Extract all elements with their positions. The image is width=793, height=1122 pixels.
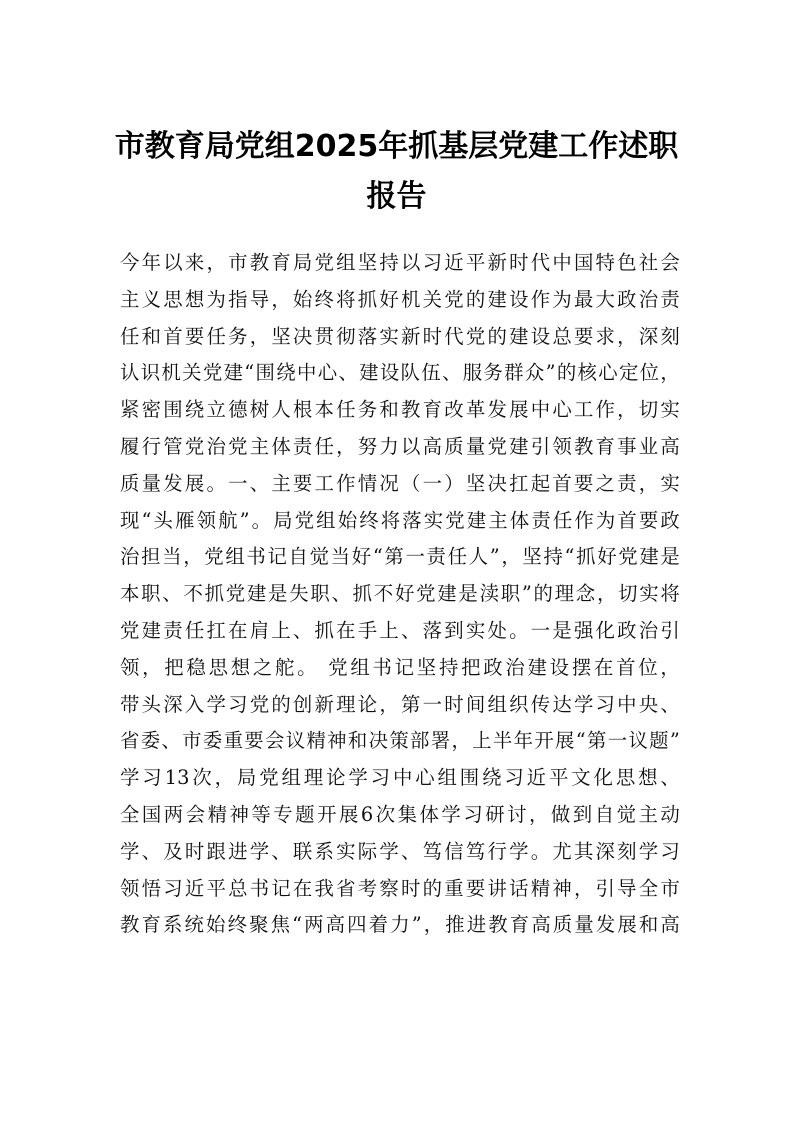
body-line: 质量发展。一、主要工作情况（一）坚决扛起首要之责，实 xyxy=(120,471,680,495)
body-line: 治担当，党组书记自觉当好“第一责任人”，坚持“抓好党建是 xyxy=(120,545,680,569)
body-line: 履行管党治党主体责任，努力以高质量党建引领教育事业高 xyxy=(120,434,680,458)
body-line: 领，把稳思想之舵。 党组书记坚持把政治建设摆在首位， xyxy=(120,655,680,679)
body-line: 党建责任扛在肩上、抓在手上、落到实处。一是强化政治引 xyxy=(120,618,680,642)
body-line: 学习13次，局党组理论学习中心组围绕习近平文化思想、 xyxy=(120,766,680,790)
body-line: 本职、不抓党建是失职、抓不好党建是渎职”的理念，切实将 xyxy=(120,582,680,606)
body-line: 任和首要任务，坚决贯彻落实新时代党的建设总要求，深刻 xyxy=(120,324,680,348)
title-line: 报告 xyxy=(366,179,427,214)
document-title xyxy=(100,122,693,222)
body-line: 全国两会精神等专题开展6次集体学习研讨，做到自觉主动 xyxy=(120,802,680,826)
body-line: 领悟习近平总书记在我省考察时的重要讲话精神，引导全市 xyxy=(120,876,680,900)
body-line: 省委、市委重要会议精神和决策部署，上半年开展“第一议题” xyxy=(120,729,680,753)
body-line: 紧密围绕立德树人根本任务和教育改革发展中心工作，切实 xyxy=(120,398,680,422)
document-body xyxy=(120,245,680,944)
body-line: 学、及时跟进学、联系实际学、笃信笃行学。尤其深刻学习 xyxy=(120,839,680,863)
body-line: 现“头雁领航”。局党组始终将落实党建主体责任作为首要政 xyxy=(120,508,680,532)
body-line: 主义思想为指导，始终将抓好机关党的建设作为最大政治责 xyxy=(120,287,680,311)
title-line: 市教育局党组2025年抓基层党建工作述职 xyxy=(114,129,679,164)
body-line: 认识机关党建“围绕中心、建设队伍、服务群众”的核心定位， xyxy=(120,361,680,385)
body-line: 带头深入学习党的创新理论，第一时间组织传达学习中央、 xyxy=(120,692,680,716)
body-line: 今年以来，市教育局党组坚持以习近平新时代中国特色社会 xyxy=(120,251,680,274)
body-line: 教育系统始终聚焦“两高四着力”，推进教育高质量发展和高 xyxy=(120,913,680,937)
